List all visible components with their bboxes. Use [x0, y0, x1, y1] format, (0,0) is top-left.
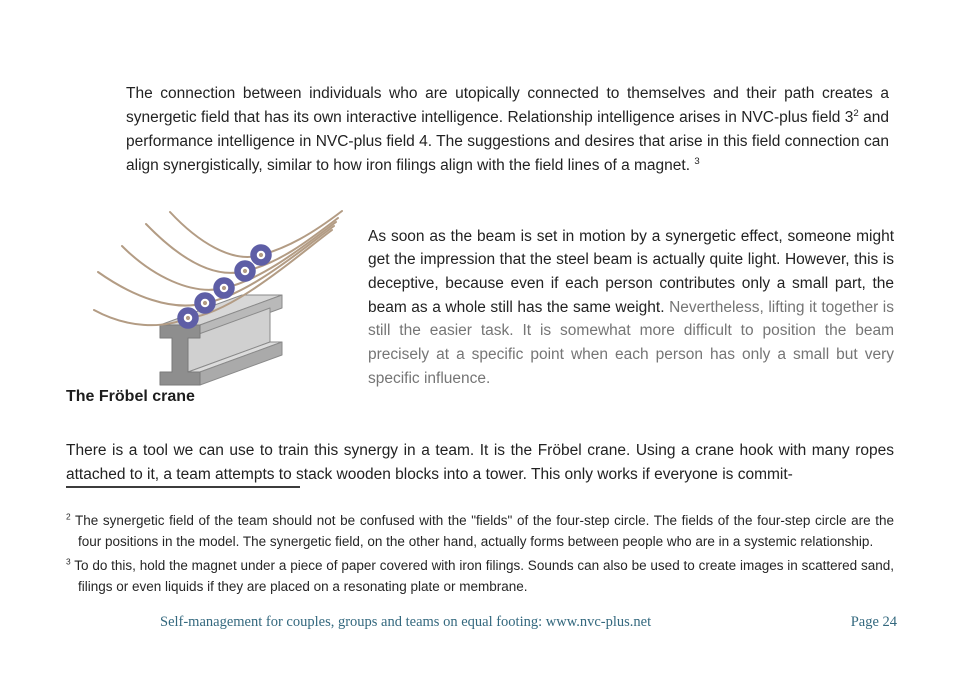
figure-caption: The Fröbel crane [66, 388, 195, 405]
footer-text: Self-management for couples, groups and teams on equal footing: www.nvc-plus.net [160, 614, 652, 630]
footnote-2 [66, 510, 894, 553]
beam-text-gray: Nevertheless, lifting it together is still the easier task. It is somewhat more difficult to position the beam precisely at a specific point when each person has only a small but very specific influence. [368, 298, 894, 387]
ring [217, 281, 232, 296]
intro-paragraph [126, 82, 889, 178]
froebel-crane-figure [82, 196, 358, 392]
intro-text-1: The connection between individuals who are utopically connected to themselves and their path creates a synergetic field that has its own interactive intelligence. Relationship intelligence arises in NVC-plus field 3 [126, 84, 889, 126]
beam-paragraph [368, 225, 894, 391]
tool-paragraph: There is a tool we can use to train this synergy in a team. It is the Fröbel crane. Using a crane hook with many ropes attached to it, a team attempts to stack wooden blocks into a tower. This only works if everyone is commit- [66, 441, 894, 483]
footnote-3-text: To do this, hold the magnet under a piece of paper covered with iron filings. Sounds can also be used to create images in scattered sand, filings or even liquids if they are placed on a resonating plate or membrane. [74, 557, 894, 594]
footnote-2-text: The synergetic field of the team should not be confused with the "fields" of the four-step circle. The fields of the four-step circle are the four positions in the model. The synergetic field, on the other hand, actually forms between people who are in a systemic relationship. [75, 512, 894, 549]
ring [181, 311, 196, 326]
footnote-ref-3: 3 [694, 155, 700, 167]
footnote-2-marker: 2 [66, 511, 71, 521]
footnote-3-marker: 3 [66, 556, 71, 566]
page-number: Page 24 [850, 614, 897, 630]
footnote-ref-2: 2 [853, 107, 859, 119]
ring [238, 264, 253, 279]
froebel-crane-illustration [82, 196, 358, 392]
ring [254, 248, 269, 263]
beam-text-black: As soon as the beam is set in motion by a synergetic effect, someone might get the impression that the steel beam is actually quite light. However, this is deceptive, because even if each person contributes only a small part, the beam as a whole still has the same weight. [368, 227, 894, 316]
footnote-separator [66, 486, 300, 488]
intro-text-2: and performance intelligence in NVC-plus field 4. The suggestions and desires that arise in this field connection can align synergistically, similar to how iron filings align with the field lines of a magnet. [126, 108, 889, 174]
footnote-3 [66, 555, 894, 598]
ring [198, 296, 213, 311]
